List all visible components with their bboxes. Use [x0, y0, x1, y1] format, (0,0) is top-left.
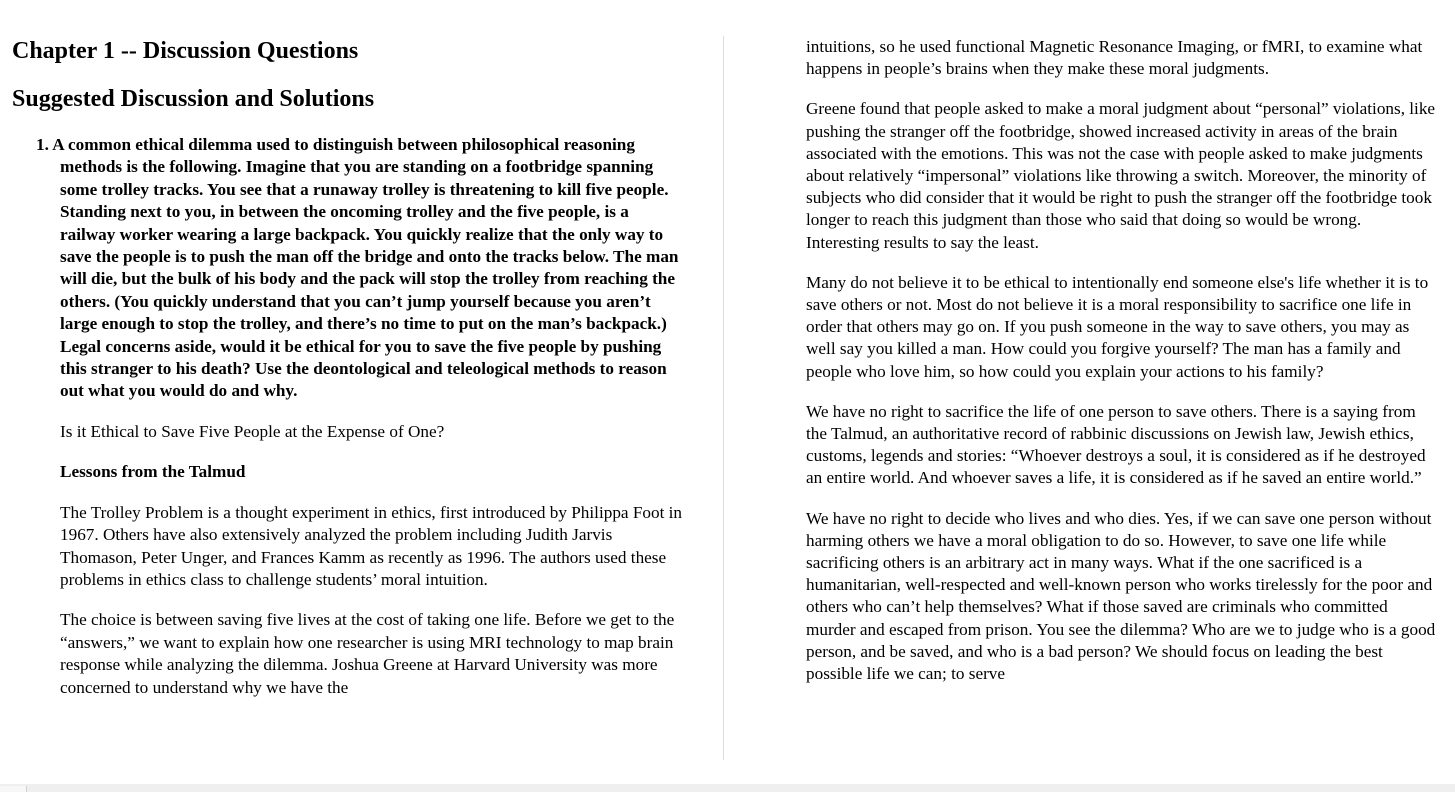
left-paragraph: The choice is between saving five lives at the cost of taking one life. Before we get to the “answers,” we want to explain how one researcher is using MRI technology to map brain response while analyzing the dilemma. Joshua Greene at Harvard University was more concerned to understand why we have the: [60, 610, 675, 697]
answer-title: Is it Ethical to Save Five People at the Expense of One?: [60, 421, 445, 441]
talmud-section-title: Lessons from the Talmud: [60, 462, 246, 482]
section-subheading: Suggested Discussion and Solutions: [12, 86, 375, 112]
status-bar: [0, 784, 1455, 792]
left-paragraph: The Trolley Problem is a thought experiment in ethics, first introduced by Philippa Foot in 1967. Others have also extensively analyzed the problem including Judith Jarvis Thomason, Peter Unger, and Frances Kamm as recently as 1996. The authors used these problems in ethics class to challenge students’ moral intuition.: [60, 502, 683, 589]
right-paragraph: Many do not believe it to be ethical to intentionally end someone else's life whether it is to save others or not. Most do not believe it is a moral responsibility to sacrifice one life in order that others may go on. If you push someone in the way to save others, you may as well say you killed a man. How could you forgive yourself? The man has a family and people who love him, so how could you explain your actions to his family?: [806, 272, 1429, 381]
answer-body: [60, 421, 690, 699]
right-paragraph: intuitions, so he used functional Magnetic Resonance Imaging, or fMRI, to examine what happens in people’s brains when they make these moral judgments.: [806, 37, 1423, 79]
column-divider: [723, 36, 724, 760]
left-column: [12, 34, 692, 699]
chapter-heading: Chapter 1 -- Discussion Questions: [12, 38, 359, 64]
right-paragraph: We have no right to decide who lives and who dies. Yes, if we can save one person without harming others we have a moral obligation to do so. However, to save one life while sacrificing others is an arbitrary act in many ways. What if the one sacrificed is a humanitarian, well-respected and well-known person who works tirelessly for the poor and others who can’t help themselves? What if those saved are criminals who committed murder and escaped from prison. You see the dilemma? Who are we to judge who is a good person, and be saved, and who is a bad person? We should focus on leading the best possible life we can; to serve: [806, 508, 1436, 684]
status-bar-tab[interactable]: [0, 786, 27, 792]
discussion-question: 1. A common ethical dilemma used to distinguish between philosophical reasoning methods is the following. Imagine that you are standing on a footbridge spanning some trolley tracks. You see that a runaway trolley is threatening to kill five people. Standing next to you, in between the oncoming trolley and the five people, is a railway worker wearing a large backpack. You quickly realize that the only way to save the people is to push the man off the bridge and onto the tracks below. The man will die, but the bulk of his body and the pack will stop the trolley from reaching the others. (You quickly understand that you can’t jump yourself because you aren’t large enough to stop the trolley, and there’s no time to put on the man’s backpack.) Legal concerns aside, would it be ethical for you to save the five people by pushing this stranger to his death? Use the deontological and teleological methods to reason out what you would do and why.: [36, 135, 679, 401]
right-paragraph: Greene found that people asked to make a moral judgment about “personal” violations, like pushing the stranger off the footbridge, showed increased activity in areas of the brain associated with the emotions. This was not the case with people asked to make judgments about relatively “impersonal” violations like throwing a switch. Moreover, the minority of subjects who did consider that it would be right to push the stranger off the footbridge took longer to reach this judgment than those who said that doing so would be wrong. Interesting results to say the least.: [806, 99, 1436, 252]
right-column: [806, 36, 1436, 703]
right-paragraph: We have no right to sacrifice the life of one person to save others. There is a saying from the Talmud, an authoritative record of rabbinic discussions on Jewish law, Jewish ethics, customs, legends and stories: “Whoever destroys a soul, it is considered as if he destroyed an entire world. And whoever saves a life, it is considered as if he saved an entire world.”: [806, 401, 1426, 488]
